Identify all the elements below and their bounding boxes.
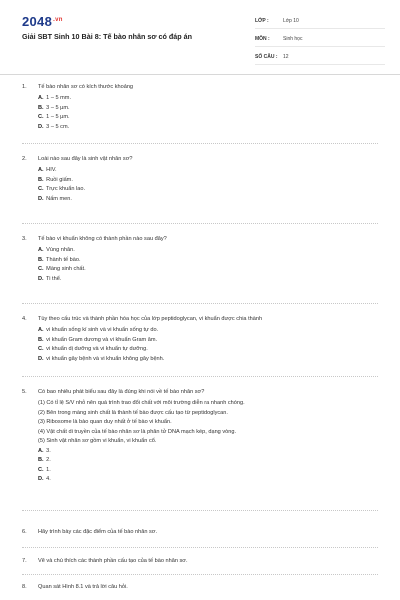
meta-value: Lớp 10 bbox=[283, 18, 299, 24]
option-text: HIV. bbox=[46, 167, 57, 173]
question-text: Tế bào nhân sơ có kích thước khoảng bbox=[38, 84, 134, 90]
divider bbox=[22, 547, 378, 548]
option-text: vi khuẩn Gram dương và vi khuẩn Gram âm. bbox=[46, 336, 158, 343]
question-number: 4. bbox=[22, 316, 27, 322]
question-text: Vẽ và chú thích các thành phần cấu tạo của tế bào nhân sơ. bbox=[38, 558, 188, 564]
option bbox=[38, 166, 378, 176]
option-key: D. bbox=[38, 195, 44, 202]
question-text: Có bao nhiêu phát biểu sau đây là đúng khi nói về tế bào nhân sơ? bbox=[38, 389, 205, 395]
meta-label: MÔN : bbox=[255, 36, 270, 42]
question-item bbox=[22, 84, 378, 132]
page-header bbox=[0, 0, 400, 75]
divider bbox=[22, 376, 378, 377]
option-text: Nấm men. bbox=[46, 195, 72, 202]
option-key: D. bbox=[38, 275, 44, 282]
statement: (2) Bên trong màng sinh chất là thành tế bào được cấu tạo từ peptidoglycan. bbox=[38, 409, 228, 416]
meta-row-question-count bbox=[255, 50, 385, 65]
option-key: B. bbox=[38, 176, 44, 183]
option-text: vi khuẩn gây bệnh và vi khuẩn không gây bệnh. bbox=[46, 355, 165, 362]
option-text: 1. bbox=[46, 466, 51, 473]
option bbox=[38, 265, 378, 275]
question-number: 3. bbox=[22, 236, 27, 242]
question-number: 2. bbox=[22, 156, 27, 162]
meta-value: Sinh học bbox=[283, 36, 303, 42]
option bbox=[38, 466, 378, 476]
option-key: B. bbox=[38, 336, 44, 343]
option bbox=[38, 94, 378, 104]
meta-label: LỚP : bbox=[255, 18, 269, 24]
option bbox=[38, 246, 378, 256]
option-text: Thành tế bào. bbox=[46, 256, 81, 263]
divider bbox=[22, 223, 378, 224]
meta-label: SỐ CÂU : bbox=[255, 54, 278, 60]
option-text: Ti thể. bbox=[46, 275, 62, 282]
option-text: 3. bbox=[46, 447, 51, 454]
option-text: vi khuẩn dị dưỡng và vi khuẩn tự dưỡng. bbox=[46, 346, 148, 352]
question-item bbox=[22, 584, 378, 591]
option bbox=[38, 447, 378, 457]
statement: (4) Vật chất di truyền của tế bào nhân sơ là phân tử DNA mạch kép, dạng vòng. bbox=[38, 428, 237, 435]
question-item bbox=[22, 236, 378, 284]
option bbox=[38, 195, 378, 205]
option-key: C. bbox=[38, 186, 44, 192]
option-text: 3 – 5 µm. bbox=[46, 104, 70, 111]
question-item bbox=[22, 156, 378, 204]
question-item bbox=[22, 316, 378, 364]
option bbox=[38, 123, 378, 133]
option-key: C. bbox=[38, 266, 44, 272]
option bbox=[38, 336, 378, 346]
option bbox=[38, 256, 378, 266]
option-text: 3 – 5 cm. bbox=[46, 123, 70, 130]
option bbox=[38, 176, 378, 186]
question-text: Hãy trình bày các đặc điểm của tế bào nhân sơ. bbox=[38, 529, 158, 535]
document-title: Giải SBT Sinh 10 Bài 8: Tế bào nhân sơ có đáp án bbox=[22, 32, 193, 41]
question-item bbox=[22, 558, 378, 565]
question-text: Tùy theo cấu trúc và thành phần hóa học của lớp peptidoglycan, vi khuẩn được chia thành bbox=[38, 316, 263, 322]
option-text: 1 – 5 µm. bbox=[46, 114, 70, 120]
question-text: Tế bào vi khuẩn không có thành phần nào sau đây? bbox=[38, 236, 167, 242]
statement: (1) Có tỉ lệ S/V nhỏ nên quá trình trao đổi chất với môi trường diễn ra nhanh chóng. bbox=[38, 400, 245, 406]
statement: (3) Ribosome là bào quan duy nhất ở tế bào vi khuẩn. bbox=[38, 419, 172, 425]
question-number: 5. bbox=[22, 389, 27, 395]
option-key: B. bbox=[38, 256, 44, 263]
divider bbox=[22, 510, 378, 511]
option-text: Màng sinh chất. bbox=[46, 266, 86, 272]
question-number: 7. bbox=[22, 558, 27, 564]
option-text: Ruồi giấm. bbox=[46, 176, 73, 183]
option-key: A. bbox=[38, 95, 44, 101]
option-key: A. bbox=[38, 327, 44, 333]
meta-row-grade bbox=[255, 14, 385, 29]
logo-text: 2048 bbox=[22, 14, 53, 29]
option-text: Trực khuẩn lao. bbox=[46, 186, 86, 192]
question-text: Loài nào sau đây là sinh vật nhân sơ? bbox=[38, 156, 133, 162]
option-key: D. bbox=[38, 355, 44, 362]
meta-table bbox=[255, 14, 385, 68]
question-text: Quan sát Hình 8.1 và trả lời câu hỏi. bbox=[38, 584, 128, 590]
option-text: 2. bbox=[46, 457, 51, 463]
option-text: vi khuẩn sống kí sinh và vi khuẩn sống tự do. bbox=[46, 327, 159, 333]
divider bbox=[22, 574, 378, 575]
option-key: D. bbox=[38, 476, 44, 482]
statement: (5) Sinh vật nhân sơ gồm vi khuẩn, vi khuẩn cổ. bbox=[38, 438, 157, 444]
question-item bbox=[22, 389, 378, 485]
question-number: 8. bbox=[22, 584, 27, 590]
option bbox=[38, 355, 378, 365]
option bbox=[38, 185, 378, 195]
option-key: C. bbox=[38, 114, 44, 120]
option-key: A. bbox=[38, 447, 44, 454]
option-key: B. bbox=[38, 457, 44, 463]
question-number: 6. bbox=[22, 529, 27, 535]
option bbox=[38, 456, 378, 466]
option-text: 1 – 5 mm. bbox=[46, 95, 72, 101]
option-key: C. bbox=[38, 466, 44, 473]
divider bbox=[22, 143, 378, 144]
logo-tld: .vn bbox=[53, 16, 63, 23]
option-key: B. bbox=[38, 104, 44, 111]
divider bbox=[22, 303, 378, 304]
question-number: 1. bbox=[22, 84, 27, 90]
option bbox=[38, 275, 378, 285]
option-text: 4. bbox=[46, 476, 51, 482]
option-key: A. bbox=[38, 167, 44, 173]
question-item bbox=[22, 529, 378, 536]
option bbox=[38, 475, 378, 485]
option-key: D. bbox=[38, 123, 44, 130]
meta-row-subject bbox=[255, 32, 385, 47]
option bbox=[38, 113, 378, 123]
option bbox=[38, 326, 378, 336]
meta-value: 12 bbox=[283, 54, 289, 60]
option-key: A. bbox=[38, 247, 44, 253]
option-key: C. bbox=[38, 346, 44, 352]
option bbox=[38, 104, 378, 114]
option bbox=[38, 345, 378, 355]
option-text: Vùng nhân. bbox=[46, 247, 75, 253]
site-logo[interactable] bbox=[22, 14, 63, 29]
